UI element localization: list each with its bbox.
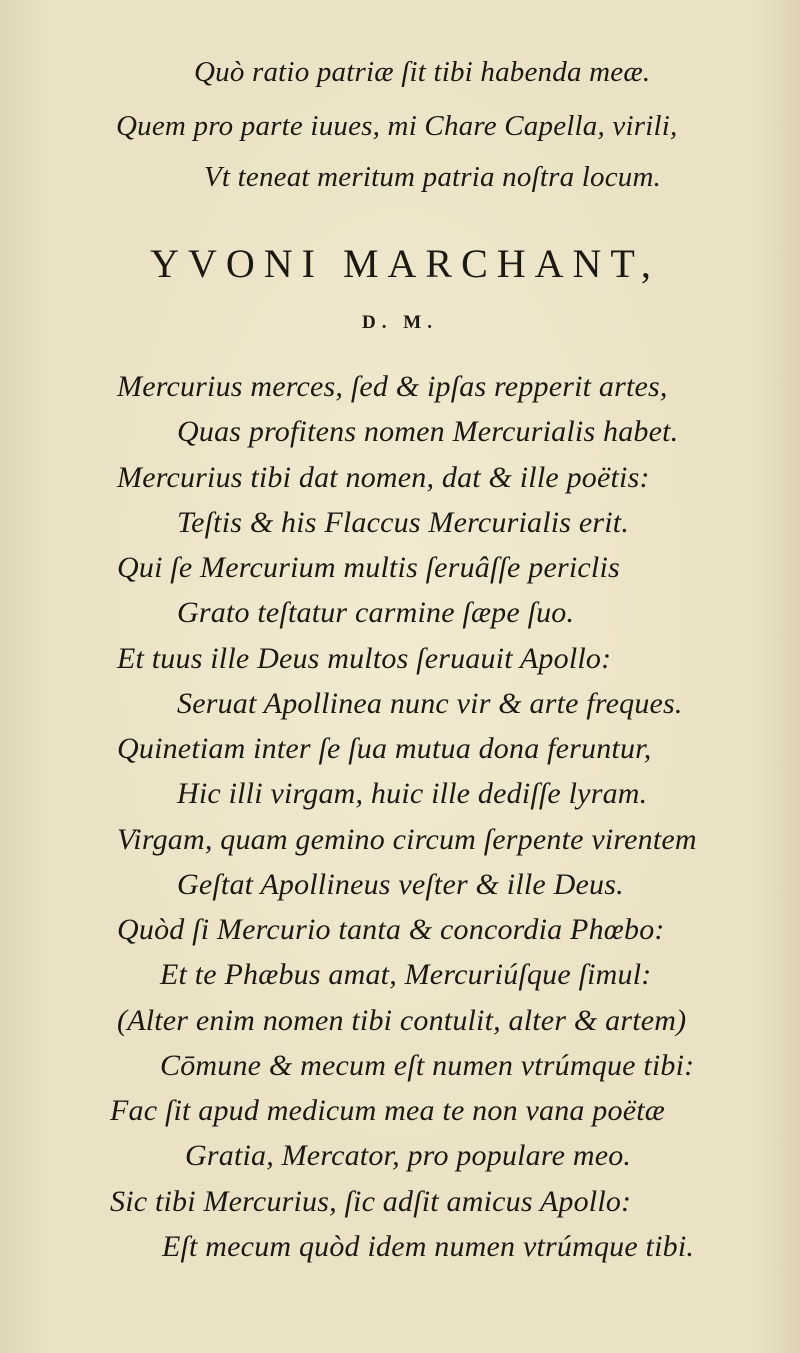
poem-verse-13: Quòd ſi Mercurio tanta & concordia Phœbo: xyxy=(117,913,665,946)
poem-verse-15: (Alter enim nomen tibi contulit, alter & artem) xyxy=(117,1004,687,1037)
poem-title: YVONI MARCHANT, xyxy=(150,241,660,286)
poem-verse-5: Qui ſe Mercurium multis ſeruâſſe periclis xyxy=(117,551,620,584)
poem-verse-17: Fac ſit apud medicum mea te non vana poëtæ xyxy=(110,1094,665,1127)
intro-verse-2: Quem pro parte iuues, mi Chare Capella, virili, xyxy=(116,110,678,142)
poem-verse-14: Et te Phæbus amat, Mercuriúſque ſimul: xyxy=(160,958,652,991)
poem-verse-7: Et tuus ille Deus multos ſeruauit Apollo: xyxy=(117,642,612,675)
poem-verse-11: Virgam, quam gemino circum ſerpente virentem xyxy=(117,823,697,856)
intro-verse-3: Vt teneat meritum patria noſtra locum. xyxy=(204,161,662,193)
poem-verse-1: Mercurius merces, ſed & ipſas repperit artes, xyxy=(117,370,668,403)
poem-verse-19: Sic tibi Mercurius, ſic adſit amicus Apollo: xyxy=(110,1185,632,1218)
poem-verse-16: Cōmune & mecum eſt numen vtrúmque tibi: xyxy=(160,1049,695,1082)
poem-verse-2: Quas profitens nomen Mercurialis habet. xyxy=(177,415,679,448)
poem-verse-8: Seruat Apollinea nunc vir & arte freques. xyxy=(177,687,683,720)
poem-verse-20: Eſt mecum quòd idem numen vtrúmque tibi. xyxy=(162,1230,695,1263)
poem-verse-3: Mercurius tibi dat nomen, dat & ille poëtis: xyxy=(117,461,650,494)
poem-verse-6: Grato teſtatur carmine ſæpe ſuo. xyxy=(177,596,575,629)
intro-verse-1: Quò ratio patriæ ſit tibi habenda meæ. xyxy=(194,56,651,88)
poem-verse-9: Quinetiam inter ſe ſua mutua dona feruntur, xyxy=(117,732,652,765)
poem-verse-10: Hic illi virgam, huic ille dediſſe lyram. xyxy=(177,777,648,810)
poem-dedication: D. M. xyxy=(362,312,438,333)
poem-verse-12: Geſtat Apollineus veſter & ille Deus. xyxy=(177,868,624,901)
poem-verse-4: Teſtis & his Flaccus Mercurialis erit. xyxy=(177,506,630,539)
poem-verse-18: Gratia, Mercator, pro populare meo. xyxy=(185,1139,632,1172)
